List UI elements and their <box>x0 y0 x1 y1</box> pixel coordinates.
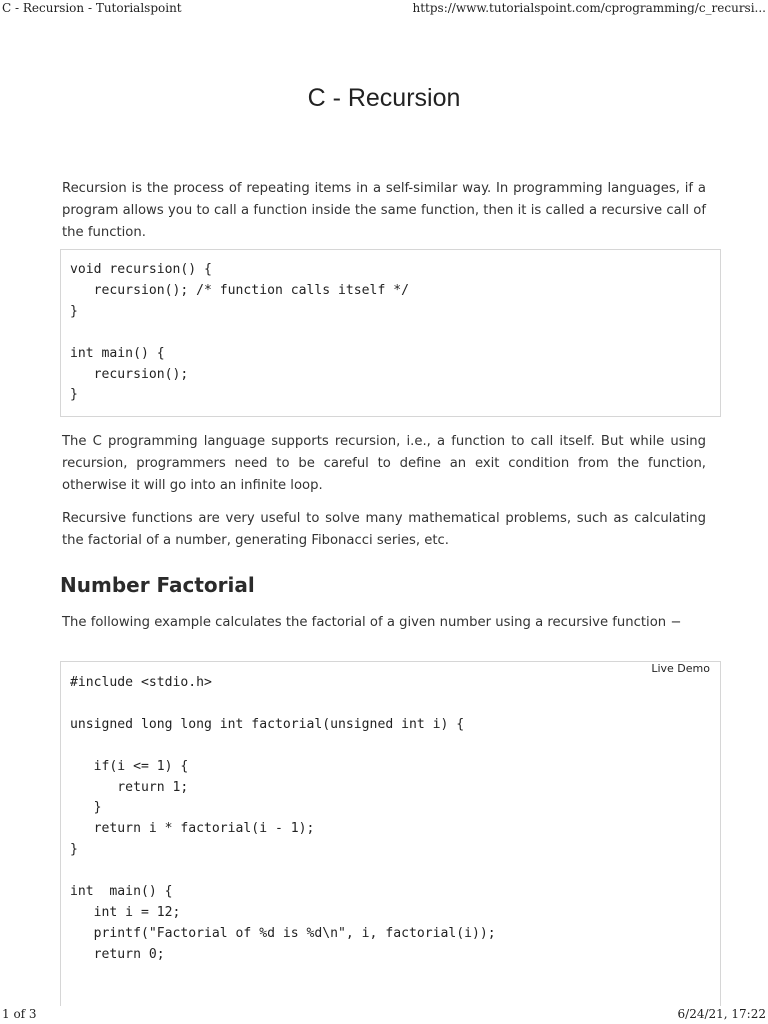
page-title: C - Recursion <box>307 84 461 112</box>
factorial-code-block <box>60 661 721 1006</box>
syntax-code-block <box>60 249 721 417</box>
section-heading-factorial: Number Factorial <box>60 573 255 597</box>
print-footer <box>0 1006 768 1024</box>
useful-paragraph: Recursive functions are very useful to solve many mathematical problems, such as calculating the factorial of a number, generating Fibonacci series, etc. <box>62 511 706 548</box>
print-footer-page: 1 of 3 <box>2 1007 37 1021</box>
print-header <box>0 0 768 18</box>
live-demo-link[interactable]: Live Demo <box>647 662 710 676</box>
print-header-title: C - Recursion - Tutorialspoint <box>2 1 182 15</box>
factorial-description: The following example calculates the factorial of a given number using a recursive function − <box>62 615 682 630</box>
support-paragraph: The C programming language supports recursion, i.e., a function to call itself. But while using recursion, programmers need to be careful to define an exit condition from the function, otherwise it will go into an infinite loop. <box>62 434 706 493</box>
intro-paragraph: Recursion is the process of repeating items in a self-similar way. In programming languages, if a program allows you to call a function inside the same function, then it is called a recursive call of the function. <box>62 181 706 240</box>
syntax-code: void recursion() { recursion(); /* function calls itself */ } int main() { recursion(); } <box>70 262 409 403</box>
print-header-url: https://www.tutorialspoint.com/cprogramming/c_recursi... <box>412 1 766 15</box>
print-footer-datetime: 6/24/21, 17:22 <box>677 1007 766 1021</box>
factorial-code: #include <stdio.h> unsigned long long int factorial(unsigned int i) { if(i <= 1) { return 1; } return i * factorial(i - 1); } int main() { int i = 12; printf("Factorial of %d is %d\n", i, factorial(i)); return 0; <box>70 675 496 962</box>
